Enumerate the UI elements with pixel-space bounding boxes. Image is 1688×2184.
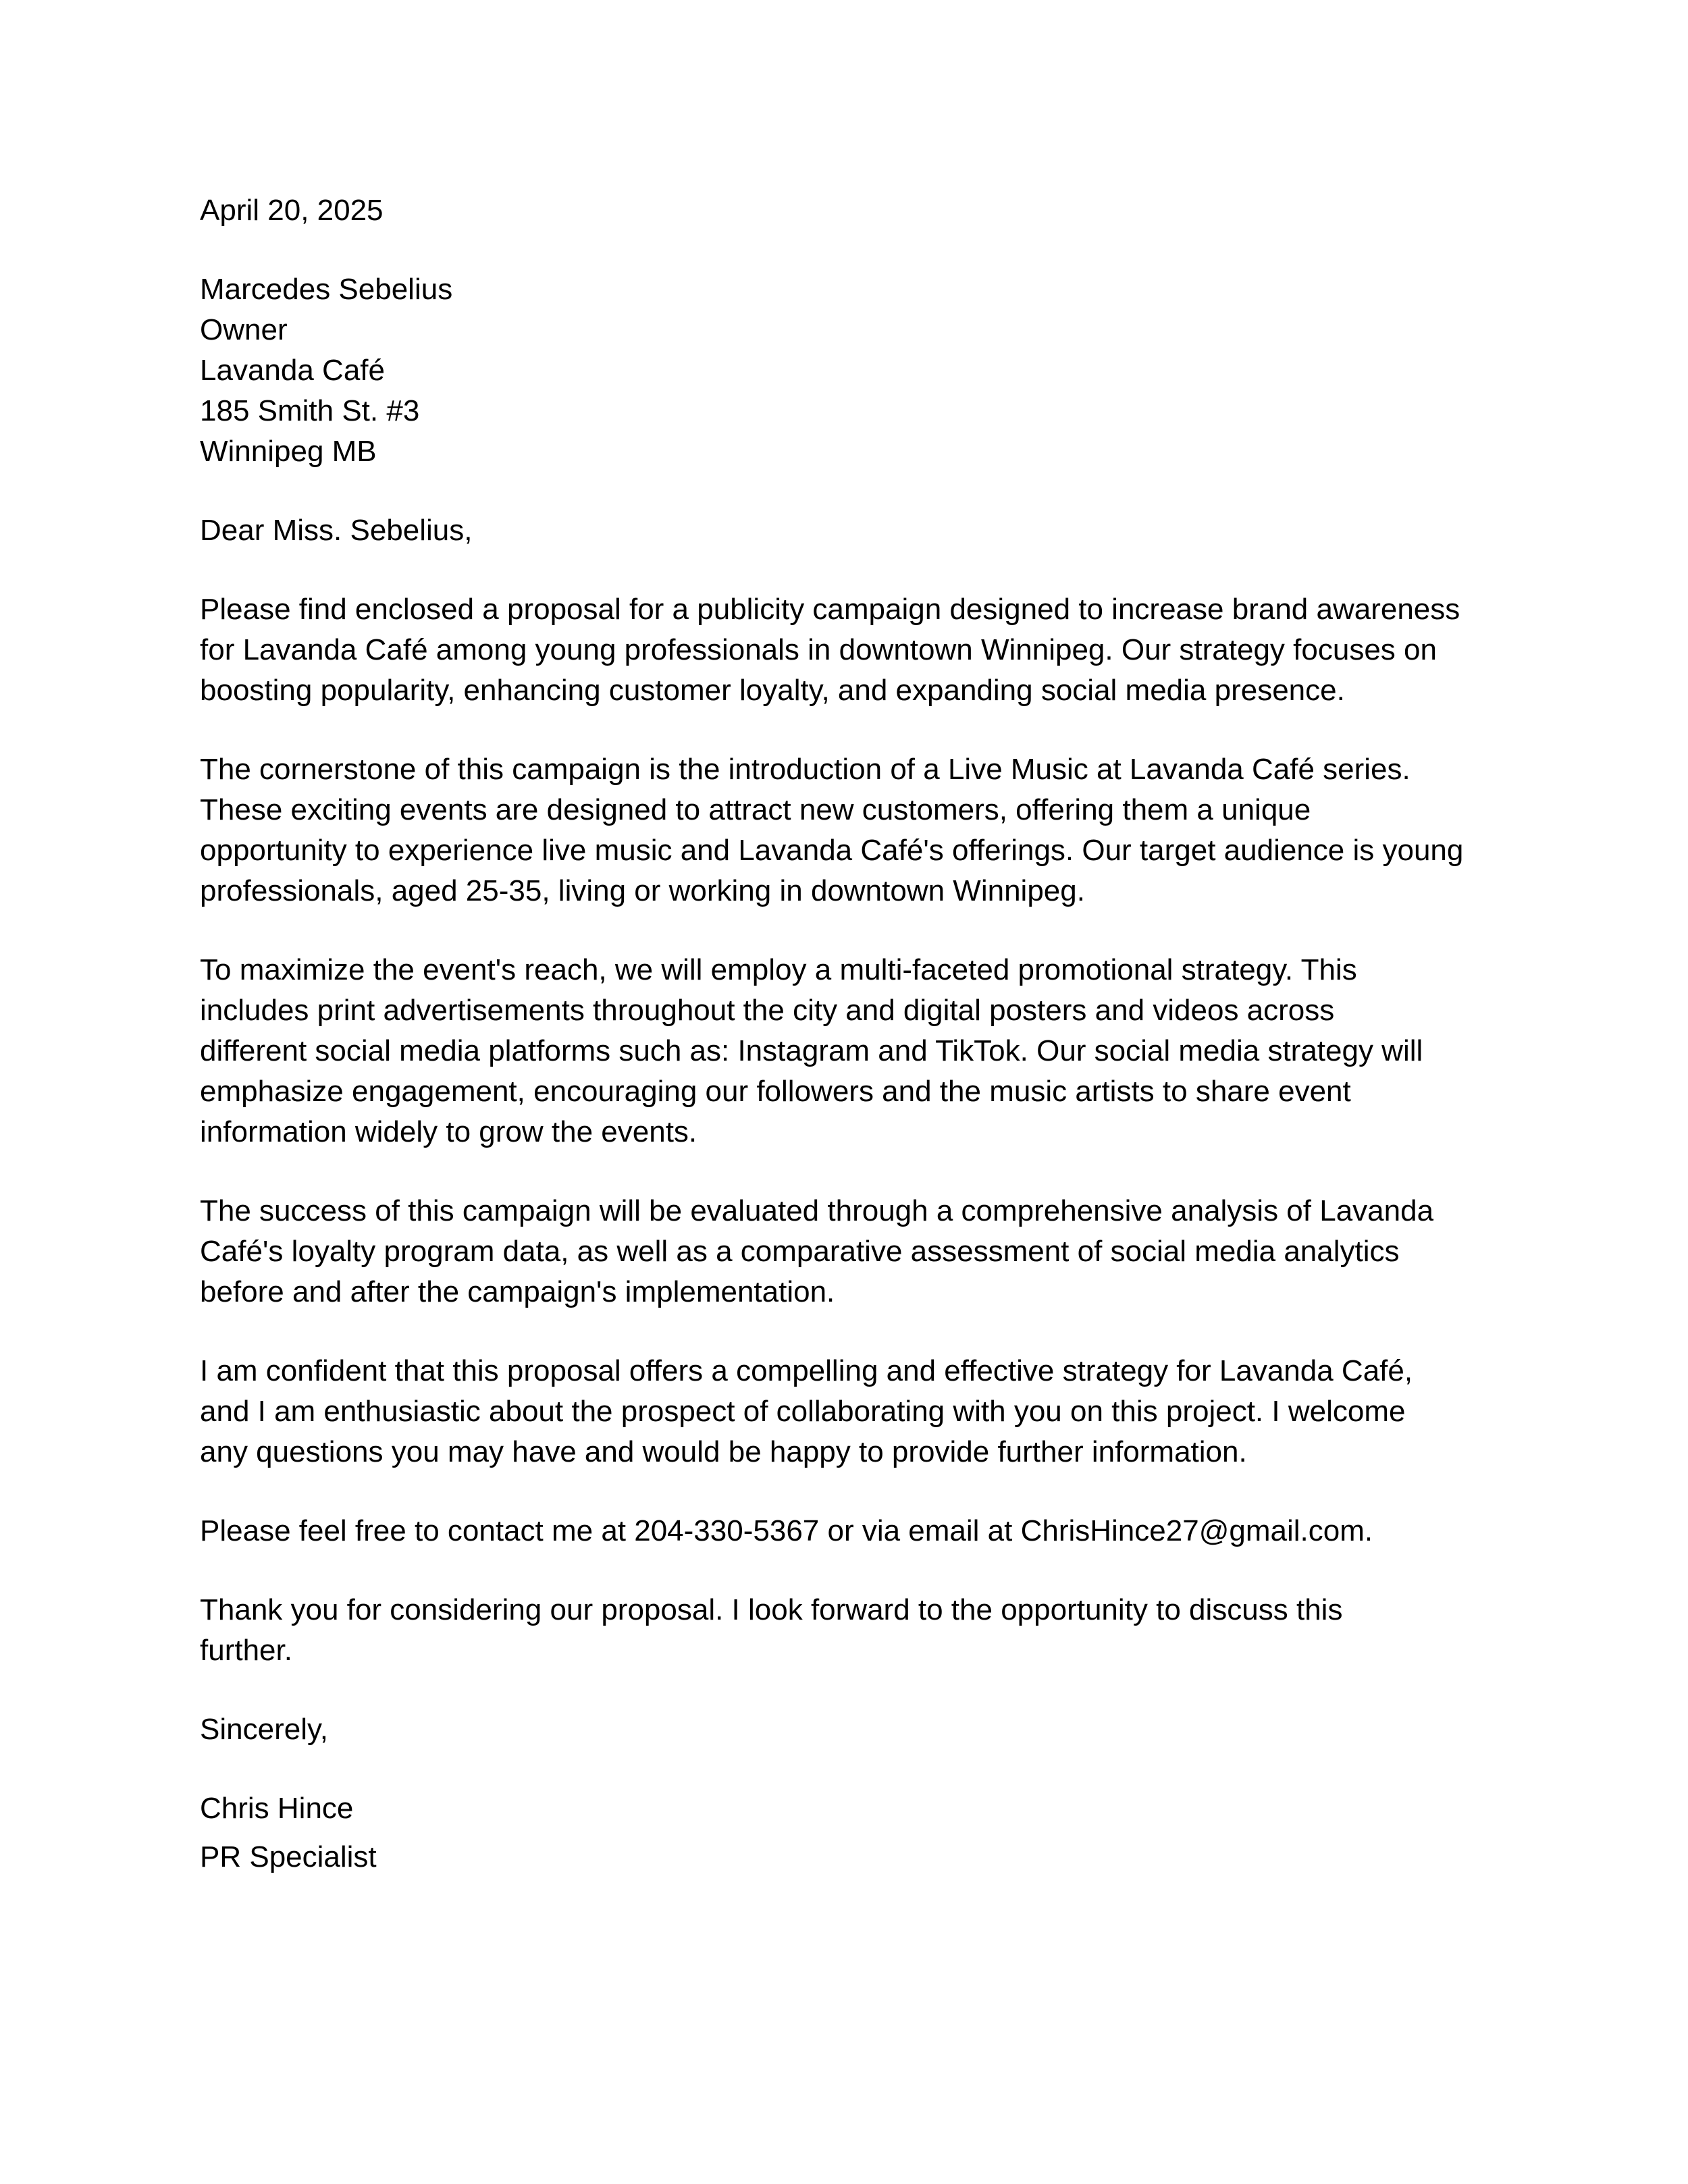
paragraph-line: professionals, aged 25-35, living or working in downtown Winnipeg. (200, 874, 1085, 907)
recipient-name: Marcedes Sebelius (200, 273, 453, 306)
letter-date: April 20, 2025 (200, 194, 384, 227)
paragraph-line: Café's loyalty program data, as well as a comparative assessment of social media analytics (200, 1235, 1400, 1268)
recipient-street: 185 Smith St. #3 (200, 394, 420, 427)
salutation: Dear Miss. Sebelius, (200, 514, 473, 547)
paragraph-line: includes print advertisements throughout the city and digital posters and videos across (200, 994, 1335, 1027)
paragraph-line: Please find enclosed a proposal for a publicity campaign designed to increase brand awareness (200, 593, 1460, 626)
paragraph-thanks (200, 1590, 1510, 1671)
paragraph-line: Thank you for considering our proposal. I look forward to the opportunity to discuss this (200, 1593, 1343, 1626)
paragraph-line: for Lavanda Café among young professionals in downtown Winnipeg. Our strategy focuses on (200, 633, 1437, 666)
closing: Sincerely, (200, 1713, 328, 1746)
signature-title: PR Specialist (200, 1840, 377, 1873)
signature-block (200, 1788, 1510, 1877)
paragraph-confidence (200, 1351, 1510, 1472)
paragraph-line: To maximize the event's reach, we will employ a multi-faceted promotional strategy. This (200, 953, 1357, 986)
recipient-address-block (200, 269, 1510, 472)
paragraph-line: These exciting events are designed to attract new customers, offering them a unique (200, 793, 1311, 826)
paragraph-line: information widely to grow the events. (200, 1115, 697, 1148)
paragraph-line: any questions you may have and would be happy to provide further information. (200, 1435, 1247, 1468)
paragraph-line: Please feel free to contact me at 204-330-5367 or via email at ChrisHince27@gmail.com. (200, 1514, 1373, 1547)
letter-body (200, 190, 1510, 1877)
signature-name: Chris Hince (200, 1792, 354, 1825)
paragraph-line: opportunity to experience live music and Lavanda Café's offerings. Our target audience is young (200, 834, 1464, 867)
paragraph-promotion (200, 950, 1510, 1152)
paragraph-line: before and after the campaign's implementation. (200, 1275, 835, 1308)
paragraph-line: emphasize engagement, encouraging our followers and the music artists to share event (200, 1075, 1351, 1108)
recipient-company: Lavanda Café (200, 354, 385, 387)
paragraph-cornerstone (200, 749, 1510, 911)
recipient-title: Owner (200, 313, 288, 346)
paragraph-line: The success of this campaign will be evaluated through a comprehensive analysis of Lavanda (200, 1194, 1434, 1227)
recipient-city: Winnipeg MB (200, 435, 377, 468)
paragraph-line: different social media platforms such as: Instagram and TikTok. Our social media strategy will (200, 1034, 1423, 1067)
paragraph-line: further. (200, 1634, 292, 1667)
paragraph-line: I am confident that this proposal offers a compelling and effective strategy for Lavanda Café, (200, 1354, 1413, 1387)
paragraph-evaluation (200, 1191, 1510, 1312)
paragraph-line: boosting popularity, enhancing customer loyalty, and expanding social media presence. (200, 674, 1345, 707)
paragraph-line: and I am enthusiastic about the prospect of collaborating with you on this project. I welcome (200, 1395, 1406, 1428)
paragraph-line: The cornerstone of this campaign is the introduction of a Live Music at Lavanda Café series. (200, 753, 1410, 786)
paragraph-contact (200, 1511, 1510, 1551)
paragraph-intro (200, 589, 1510, 711)
